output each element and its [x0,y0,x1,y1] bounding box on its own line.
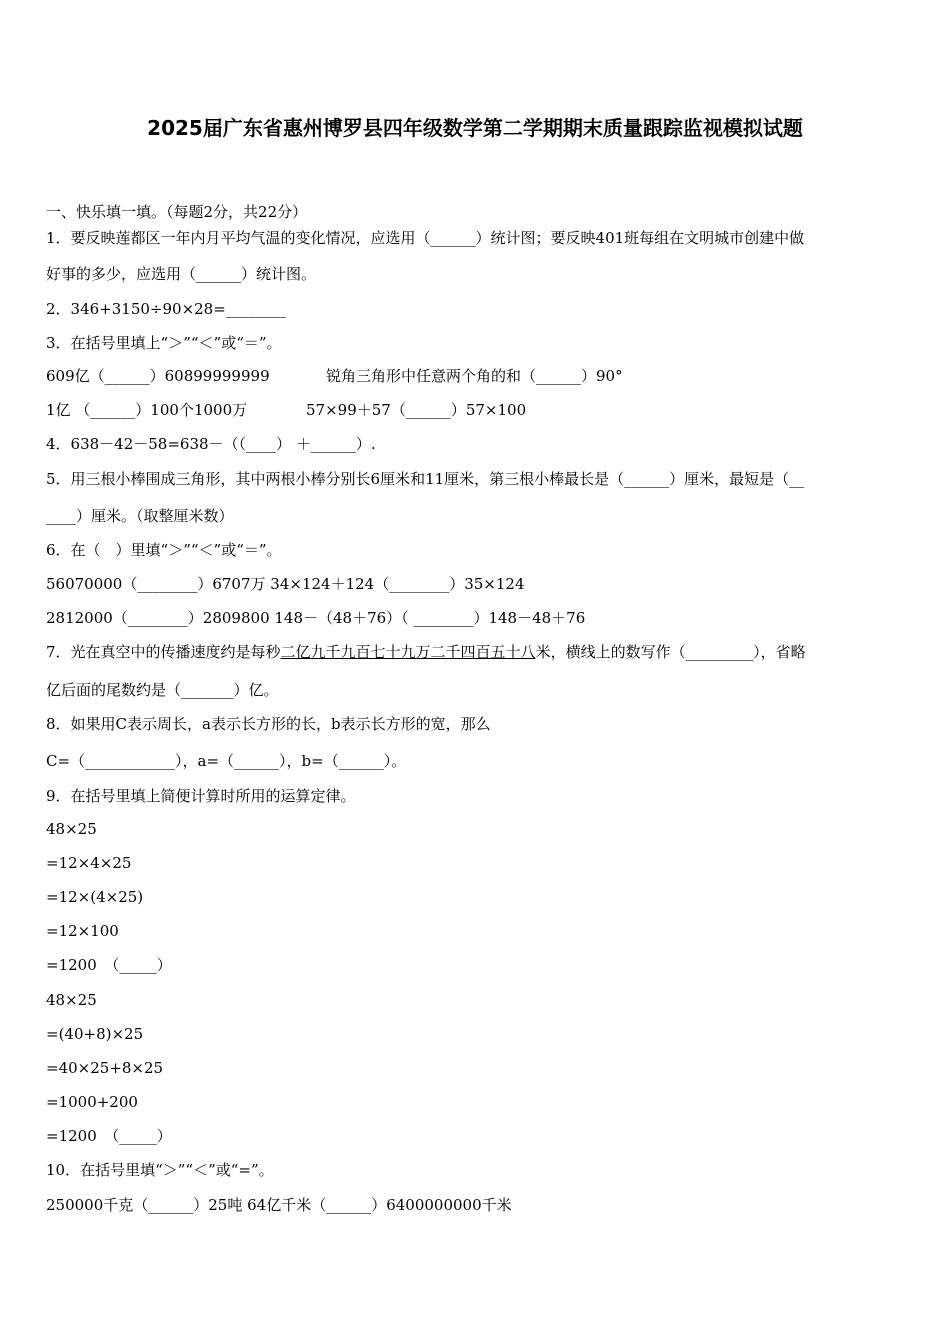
question-7-line-1 [46,642,806,662]
question-9-step: =1200 （_____） [46,1127,172,1145]
question-7-prefix: 7．光在真空中的传播速度约是每秒 [46,643,281,661]
question-6-row-2: 2812000（________）2809800 148－（48＋76）（ ________）148－48＋76 [46,609,586,627]
question-9-step: =12×4×25 [46,854,132,872]
question-9-step: =(40+8)×25 [46,1025,144,1043]
question-2: 2．346+3150÷90×28=________ [46,300,286,318]
question-3-row-1-left: 609亿（______）60899999999 [46,367,270,385]
question-5-line-1: 5．用三根小棒围成三角形，其中两根小棒分别长6厘米和11厘米，第三根小棒最长是（______）厘米，最短是（__ [46,470,805,488]
question-9-step: =1200 （_____） [46,956,172,974]
question-3-stem: 3．在括号里填上“＞”“＜”或“＝”。 [46,334,282,352]
question-10-row-1: 250000千克（______）25吨 64亿千米（______）6400000000千米 [46,1196,512,1214]
question-7-suffix: 米，横线上的数写作（_________），省略 [535,643,806,661]
question-7-line-2: 亿后面的尾数约是（_______）亿。 [46,681,279,699]
question-9-step: =12×(4×25) [46,888,144,906]
question-9-step: 48×25 [46,991,97,1009]
question-9-step: =12×100 [46,922,119,940]
question-9-step: =1000+200 [46,1093,138,1111]
question-1-line-1: 1．要反映莲都区一年内月平均气温的变化情况，应选用（______）统计图；要反映401班每组在文明城市创建中做 [46,229,805,247]
question-3-row-2-right: 57×99＋57（______）57×100 [306,401,527,419]
question-3-row-1-right: 锐角三角形中任意两个角的和（______）90° [326,367,623,385]
question-8-line-2: C=（____________），a=（______），b=（______）。 [46,752,407,770]
question-9-step: =40×25+8×25 [46,1059,164,1077]
question-6-stem: 6．在（ ）里填“＞”“＜”或“＝”。 [46,541,282,559]
page-title: 2025届广东省惠州博罗县四年级数学第二学期期末质量跟踪监视模拟试题 [147,116,803,140]
question-8-line-1: 8．如果用C表示周长，a表示长方形的长，b表示长方形的宽，那么 [46,715,491,733]
question-9-stem: 9．在括号里填上简便计算时所用的运算定律。 [46,787,356,805]
question-1-line-2: 好事的多少，应选用（______）统计图。 [46,265,317,283]
question-4: 4．638－42－58=638－（（____） ＋______）. [46,435,376,453]
question-6-row-1: 56070000（________）6707万 34×124＋124（________）35×124 [46,575,525,593]
section-header: 一、快乐填一填。（每题2分，共22分） [46,203,308,221]
question-3-row-2-left: 1亿 （______）100个1000万 [46,401,248,419]
question-10-stem: 10．在括号里填“＞”“＜”或“=”。 [46,1161,274,1179]
question-7-underlined-number: 二亿九千九百七十九万二千四百五十八 [280,643,536,661]
question-5-line-2: ____）厘米。（取整厘米数） [46,507,234,525]
question-9-step: 48×25 [46,820,97,838]
